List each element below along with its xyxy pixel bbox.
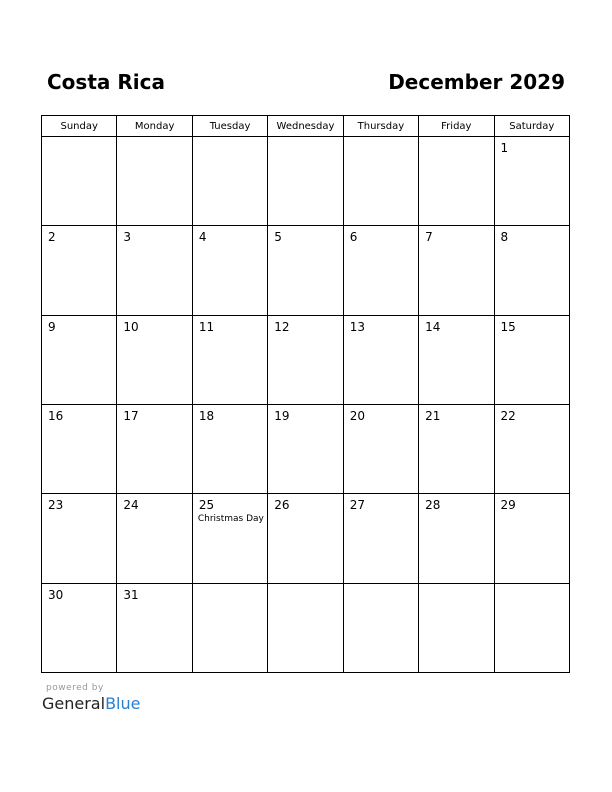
day-cell [42, 137, 117, 226]
day-number: 9 [48, 319, 56, 334]
day-cell [117, 315, 192, 404]
brand-logo [42, 694, 140, 713]
day-number: 27 [349, 498, 365, 513]
day-cell [192, 226, 267, 315]
day-number: 19 [274, 408, 290, 423]
day-number: 3 [123, 230, 132, 245]
day-cell [42, 226, 117, 315]
day-number: 31 [123, 587, 139, 602]
weekday-header: Wednesday [268, 116, 343, 137]
day-cell [494, 137, 569, 226]
month-year-title: December 2029 [388, 70, 565, 94]
day-number: 25 [198, 498, 215, 513]
day-cell [192, 583, 267, 672]
day-cell [419, 137, 494, 226]
week-row [42, 315, 570, 404]
calendar-grid [41, 115, 570, 673]
day-cell [268, 494, 343, 583]
day-number: 29 [500, 498, 516, 513]
week-row [42, 583, 570, 672]
day-number [193, 584, 267, 588]
day-number [495, 584, 569, 588]
day-cell [343, 137, 418, 226]
day-number [419, 137, 493, 141]
day-cell [42, 404, 117, 493]
day-number: 4 [198, 230, 207, 245]
day-cell [117, 137, 192, 226]
day-cell [117, 404, 192, 493]
day-number: 24 [123, 498, 139, 513]
day-number [344, 584, 418, 588]
day-number: 30 [48, 587, 64, 602]
day-cell [268, 404, 343, 493]
weekday-header: Saturday [494, 116, 569, 137]
week-row [42, 137, 570, 226]
day-cell [419, 226, 494, 315]
powered-by-label: powered by [46, 683, 104, 693]
day-cell [343, 494, 418, 583]
day-number [193, 137, 267, 141]
day-number: 21 [425, 408, 441, 423]
day-number: 10 [123, 319, 139, 334]
day-number: 23 [48, 498, 64, 513]
day-number: 8 [500, 230, 509, 245]
day-cell [192, 315, 267, 404]
day-cell [419, 583, 494, 672]
day-cell [192, 404, 267, 493]
day-cell [117, 583, 192, 672]
week-row [42, 226, 570, 315]
day-number: 22 [500, 408, 516, 423]
day-number: 20 [349, 408, 365, 423]
day-cell [419, 494, 494, 583]
day-number: 16 [48, 408, 64, 423]
day-number: 7 [425, 230, 433, 245]
day-cell [42, 315, 117, 404]
day-cell [117, 494, 192, 583]
day-cell [419, 315, 494, 404]
weekday-header: Sunday [42, 116, 117, 137]
weekday-header-row [42, 116, 570, 137]
day-number: 12 [274, 319, 290, 334]
day-cell [268, 315, 343, 404]
day-number: 18 [198, 408, 215, 423]
day-number: 17 [123, 408, 139, 423]
day-cell [192, 137, 267, 226]
country-title: Costa Rica [47, 70, 165, 94]
day-number: 28 [425, 498, 441, 513]
day-cell [268, 137, 343, 226]
day-cell [419, 404, 494, 493]
weekday-header: Monday [117, 116, 192, 137]
day-cell [343, 404, 418, 493]
day-number [268, 137, 342, 141]
day-number: 6 [349, 230, 358, 245]
day-number [117, 137, 191, 141]
day-number: 26 [274, 498, 290, 513]
day-cell [192, 494, 267, 583]
day-cell [268, 583, 343, 672]
day-number [42, 137, 116, 141]
day-cell [343, 583, 418, 672]
day-cell [494, 315, 569, 404]
day-cell [117, 226, 192, 315]
day-cell [494, 404, 569, 493]
day-number [268, 584, 342, 588]
day-number [419, 584, 493, 588]
brand-blue: Blue [105, 694, 141, 713]
brand-general: General [42, 694, 106, 713]
day-number: 2 [48, 230, 56, 245]
day-cell [343, 315, 418, 404]
day-cell [268, 226, 343, 315]
day-number: 15 [500, 319, 516, 334]
holiday-label: Christmas Day [197, 514, 264, 525]
weekday-header: Thursday [343, 116, 418, 137]
week-row [42, 404, 570, 493]
day-cell [42, 494, 117, 583]
day-cell [494, 226, 569, 315]
day-cell [42, 583, 117, 672]
day-number [344, 137, 418, 141]
day-number: 11 [198, 319, 215, 334]
weekday-header: Tuesday [192, 116, 267, 137]
day-number: 1 [500, 141, 509, 155]
calendar-body [42, 137, 570, 673]
day-cell [494, 583, 569, 672]
week-row [42, 494, 570, 583]
day-cell [343, 226, 418, 315]
day-number: 14 [425, 319, 441, 334]
day-number: 13 [349, 319, 365, 334]
day-number: 5 [274, 230, 282, 245]
weekday-header: Friday [419, 116, 494, 137]
day-cell [494, 494, 569, 583]
